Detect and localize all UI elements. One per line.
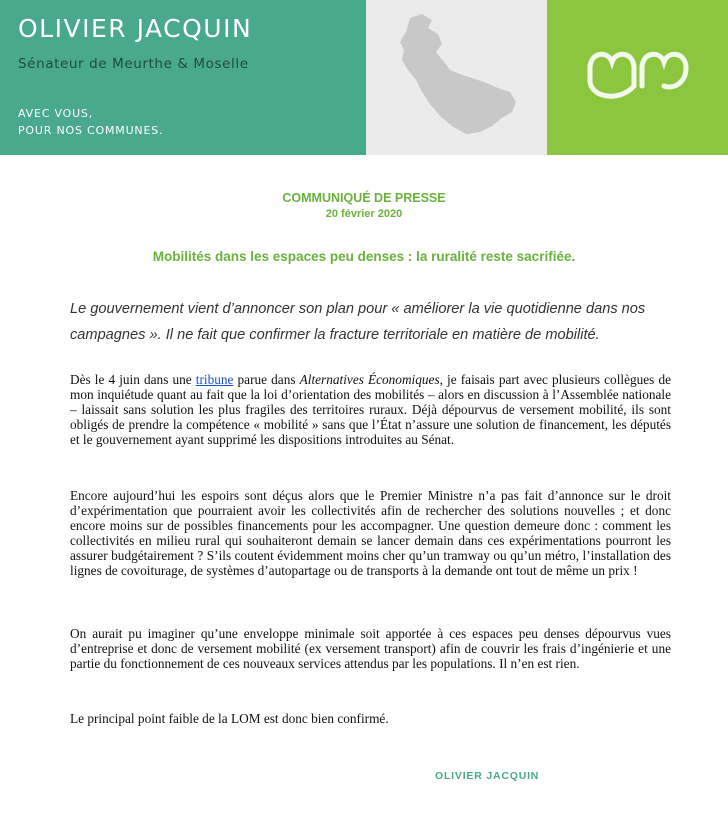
body-paragraph-2: Encore aujourd’hui les espoirs sont déçus alors que le Premier Ministre n’a pas fait d’annonce sur le droit d’expérimentation que pourraient avoir les collectivités afin de rechercher des solutions nouvelles ; et donc encore moins sur de possibles financements pour les accompagner. Une question demeure donc : comment les collectivités en milieu rural qui souhaiteront demain se lancer demain dans ces expérimentations pourront les assurer budgétairement ? S’ils coutent évidemment moins cher qu’un tramway ou qu’un métro, l’installation des lignes de covoiturage, de systèmes d’autopartage ou de transports à la demande ont tout de même un prix ! xyxy=(70,488,671,578)
department-map-icon xyxy=(380,8,530,148)
release-date: 20 février 2020 xyxy=(325,208,403,220)
body-paragraph-3: On aurait pu imaginer qu’une enveloppe minimale soit apportée à ces espaces peu denses dépourvus vues d’entreprise et donc de versement mobilité (ex versement transport) afin de couvrir les frais d’ingénierie et une partie du fonctionnement de ces nouveaux services attendus par les populations. Il n’en est rien. xyxy=(70,626,671,671)
motto-line-2: POUR NOS COMMUNES. xyxy=(18,124,164,137)
lede-paragraph: Le gouvernement vient d’annoncer son plan pour « améliorer la vie quotidienne dans nos campagnes ». Il ne fait que confirmer la fracture territoriale en matière de mobilité. xyxy=(70,301,646,343)
publication-name: Alternatives Économiques xyxy=(299,372,440,387)
motto-line-1: AVEC VOUS, xyxy=(18,107,93,120)
banner-identity-panel xyxy=(0,0,366,155)
signature: OLIVIER JACQUIN xyxy=(435,770,540,782)
p1-text-after: , je faisais part avec plusieurs collègues de mon inquiétude quant au fait que la loi d’orientation des mobilités – alors en discussion à l’Assemblée nationale – laissait sans solution les plus fragiles des territoires ruraux. Déjà dépourvus de versement mobilité, ils sont obligés de prendre la compétence « mobilité » sans que l’État n’assure une solution de financement, les députés et le gouvernement ayant supprimé les dispositions introduites au Sénat. xyxy=(70,372,672,447)
party-logo-icon xyxy=(580,38,700,118)
body-paragraph-1 xyxy=(70,372,671,447)
header-banner xyxy=(0,0,728,155)
press-release-label: COMMUNIQUÉ DE PRESSE xyxy=(282,191,446,205)
senator-name: OLIVIER JACQUIN xyxy=(18,14,253,43)
headline: Mobilités dans les espaces peu denses : la ruralité reste sacrifiée. xyxy=(152,249,576,264)
p1-text-mid: parue dans xyxy=(233,372,300,387)
motto xyxy=(18,105,163,139)
senator-title: Sénateur de Meurthe & Moselle xyxy=(18,56,249,72)
p1-text-before: Dès le 4 juin dans une xyxy=(70,372,196,387)
body-paragraph-4: Le principal point faible de la LOM est donc bien confirmé. xyxy=(70,711,389,726)
tribune-link[interactable]: tribune xyxy=(195,372,234,387)
